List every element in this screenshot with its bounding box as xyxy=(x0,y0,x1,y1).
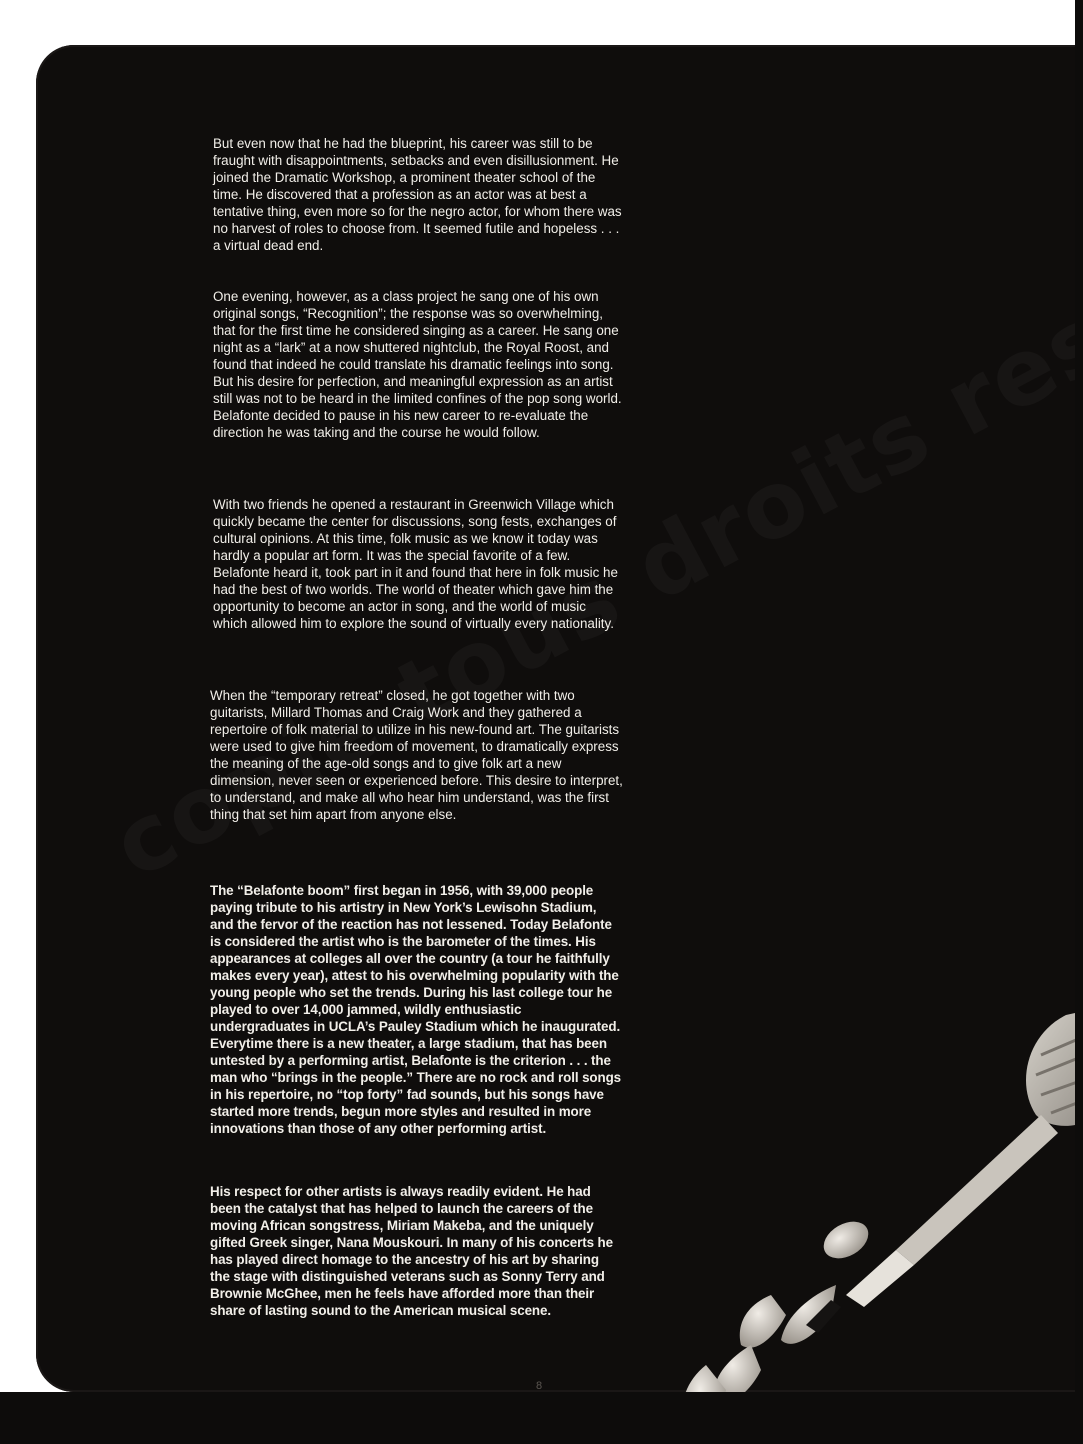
paragraph: When the “temporary retreat” closed, he got together with two guitarists, Millard Thomas and Craig Work and they gathered a repertoire of folk material to utilize in his new-found art. The guitarists were used to give him freedom of movement, to dramatically express the meaning of the age-old songs and to give folk art a new dimension, never seen or experienced before. This desire to interpret, to understand, and make all who hear him understand, was the first thing that set him apart from anyone else. xyxy=(210,688,623,822)
paragraph: One evening, however, as a class project he sang one of his own original songs, “Recognition”; the response was so overwhelming, that for the first time he considered singing as a career. He sang one night as a “lark” at a now shuttered nightclub, the Royal Roost, and found that indeed he could translate his dramatic feelings into song. But his desire for perfection, and meaningful expression as an artist still was not to be heard in the limited confines of the pop song world. Belafonte decided to pause in his new career to re-evaluate the direction he was taking and the course he would follow. xyxy=(213,289,622,440)
hand-microphone-icon xyxy=(596,995,1083,1392)
paragraph: His respect for other artists is always readily evident. He had been the catalyst that has helped to launch the careers of the moving African songstress, Miriam Makeba, and the uniquely gifted Greek singer, Nana Mouskouri. In many of his concerts he has played direct homage to the ancestry of his art by sharing the stage with distinguished veterans such as Sonny Terry and Brownie McGhee, men he feels have afforded more than their share of lasting sound to the American musical scene. xyxy=(210,1184,613,1318)
paragraph: But even now that he had the blueprint, his career was still to be fraught with disappointments, setbacks and even disillusionment. He joined the Dramatic Workshop, a prominent theater school of the time. He discovered that a profession as an actor was at best a tentative thing, even more so for the negro actor, for whom there was no harvest of roles to choose from. It seemed futile and hopeless . . . a virtual dead end. xyxy=(213,136,622,253)
right-edge xyxy=(1075,0,1083,1444)
bottom-strip xyxy=(0,1392,1083,1444)
paragraph: The “Belafonte boom” first began in 1956, with 39,000 people paying tribute to his artistry in New York’s Lewisohn Stadium, and the fervor of the reaction has not lessened. Today Belafonte is considered the artist who is the barometer of the times. His appearances at colleges all over the country (a tour he faithfully makes every year), attest to his overwhelming popularity with the young people who set the trends. During his last college tour he played to over 14,000 jammed, wildly enthusiastic undergraduates in UCLA’s Pauley Stadium which he inaugurated. Everytime there is a new theater, a large stadium, that has been untested by a performing artist, Belafonte is the criterion . . . the man who “brings in the people.” There are no rock and roll songs in his repertoire, no “top forty” fad sounds, but his songs have started more trends, begun more styles and resulted in more innovations than those of any other performing artist. xyxy=(210,883,622,1136)
paragraph: With two friends he opened a restaurant in Greenwich Village which quickly became the center for discussions, song fests, exchanges of cultural opinions. At this time, folk music as we know it today was hardly a popular art form. It was the special favorite of a few. Belafonte heard it, took part in it and found that here in folk music he had the best of two worlds. The world of theater which gave him the opportunity to become an actor in song, and the world of music which allowed him to explore the sound of virtually every nationality. xyxy=(213,497,618,631)
page-number: 8 xyxy=(536,1380,543,1392)
